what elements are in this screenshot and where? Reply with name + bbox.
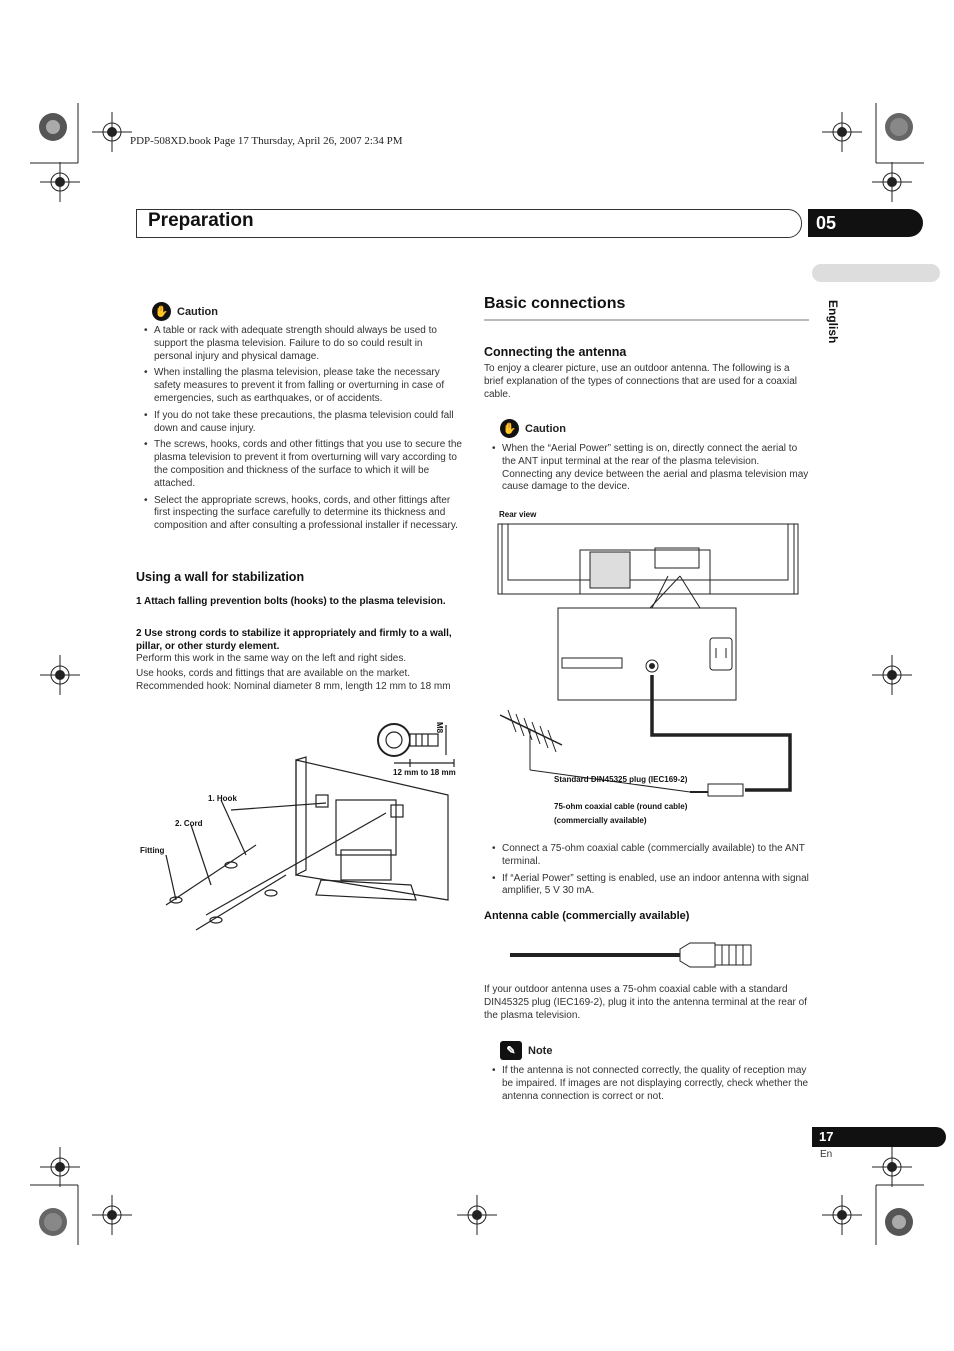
- cable-label-line1: 75-ohm coaxial cable (round cable): [554, 802, 688, 811]
- page-title: Preparation: [148, 210, 254, 231]
- basic-connections-heading: Basic connections: [484, 295, 626, 312]
- section-rule: [484, 319, 809, 321]
- antenna-cable-figure: [510, 935, 760, 975]
- list-item: • When the “Aerial Power” setting is on, directly connect the aerial to the ANT input terminal at the rear of the plasma television. Connecting any device between the aerial and plasma television may cause damage to the device.: [490, 443, 810, 494]
- book-info-line: PDP-508XD.book Page 17 Thursday, April 26, 2007 2:34 PM: [130, 135, 403, 147]
- caution-heading-left: ✋ Caution: [152, 302, 218, 321]
- step-2-note: Perform this work in the same way on the left and right sides.: [136, 653, 407, 664]
- note-heading: ✎ Note: [500, 1041, 552, 1060]
- list-item: • A table or rack with adequate strength should always be used to support the plasma television. Failure to do so could result in personal injury and physical damage.: [142, 325, 462, 363]
- list-item: • When installing the plasma television, please take the necessary safety measures to prevent it from falling or overturning in case of emergencies, such as earthquakes, or of accidents.: [142, 367, 462, 405]
- language-code: En: [820, 1149, 833, 1160]
- caution-list-left: [142, 325, 462, 537]
- note-list: [490, 1065, 810, 1107]
- fitting-label: Fitting: [140, 846, 165, 855]
- step-1: 1 Attach falling prevention bolts (hooks) to the plasma television.: [136, 596, 446, 607]
- chapter-number: 05: [808, 209, 923, 237]
- antenna-cable-heading: Antenna cable (commercially available): [484, 910, 690, 922]
- list-item: • Select the appropriate screws, hooks, cords, and other fittings after first inspecting the surface carefully to determine its thickness and composition and after consulting a professional installer if necessary.: [142, 495, 462, 533]
- list-item: • If “Aerial Power” setting is enabled, use an indoor antenna with signal amplifier, 5 V 30 mA.: [490, 873, 810, 899]
- list-item: • Connect a 75-ohm coaxial cable (commercially available) to the ANT terminal.: [490, 843, 810, 869]
- language-tab: [812, 264, 940, 282]
- hand-stop-icon: ✋: [500, 419, 519, 438]
- step-2: 2 Use strong cords to stabilize it appropriately and firmly to a wall, pillar, or other sturdy element.: [136, 628, 452, 652]
- outdoor-antenna-paragraph: If your outdoor antenna uses a 75-ohm coaxial cable with a standard DIN45325 plug (IEC169-2), plug it into the antenna terminal at the rear of the plasma television.: [484, 984, 807, 1021]
- caution-heading-right: ✋ Caution: [500, 419, 566, 438]
- cord-label: 2. Cord: [175, 819, 203, 828]
- rear-view-label: Rear view: [499, 510, 537, 519]
- hook-label: 1. Hook: [208, 794, 237, 803]
- language-label: English: [826, 300, 840, 344]
- list-item: • The screws, hooks, cords and other fittings that you use to secure the plasma television to prevent it from overturning will vary according to the composition and thickness of the surface to which it will be attached.: [142, 439, 462, 490]
- hook-recommendation: Use hooks, cords and fittings that are available on the market. Recommended hook: Nominal diameter 8 mm, length 12 mm to 18 mm: [136, 668, 451, 692]
- plug-label: Standard DIN45325 plug (IEC169-2): [554, 775, 688, 784]
- cable-label-line2: (commercially available): [554, 816, 647, 825]
- hand-stop-icon: ✋: [152, 302, 171, 321]
- length-label: 12 mm to 18 mm: [393, 768, 456, 777]
- page-number: 17: [812, 1127, 946, 1147]
- antenna-intro: To enjoy a clearer picture, use an outdoor antenna. The following is a brief explanation of the types of connections that are used for a coaxial cable.: [484, 363, 797, 400]
- list-item: • If the antenna is not connected correctly, the quality of reception may be impaired. If images are not displaying correctly, check whether the antenna connection is correct or not.: [490, 1065, 810, 1103]
- list-item: • If you do not take these precautions, the plasma television could fall down and cause injury.: [142, 410, 462, 436]
- connect-list: [490, 843, 810, 902]
- pencil-note-icon: ✎: [500, 1041, 522, 1060]
- caution-list-right: [490, 443, 810, 498]
- m8-label: M8: [435, 722, 444, 734]
- wall-stabilization-heading: Using a wall for stabilization: [136, 570, 305, 584]
- connecting-antenna-heading: Connecting the antenna: [484, 345, 627, 359]
- wall-stabilization-figure: [136, 715, 466, 945]
